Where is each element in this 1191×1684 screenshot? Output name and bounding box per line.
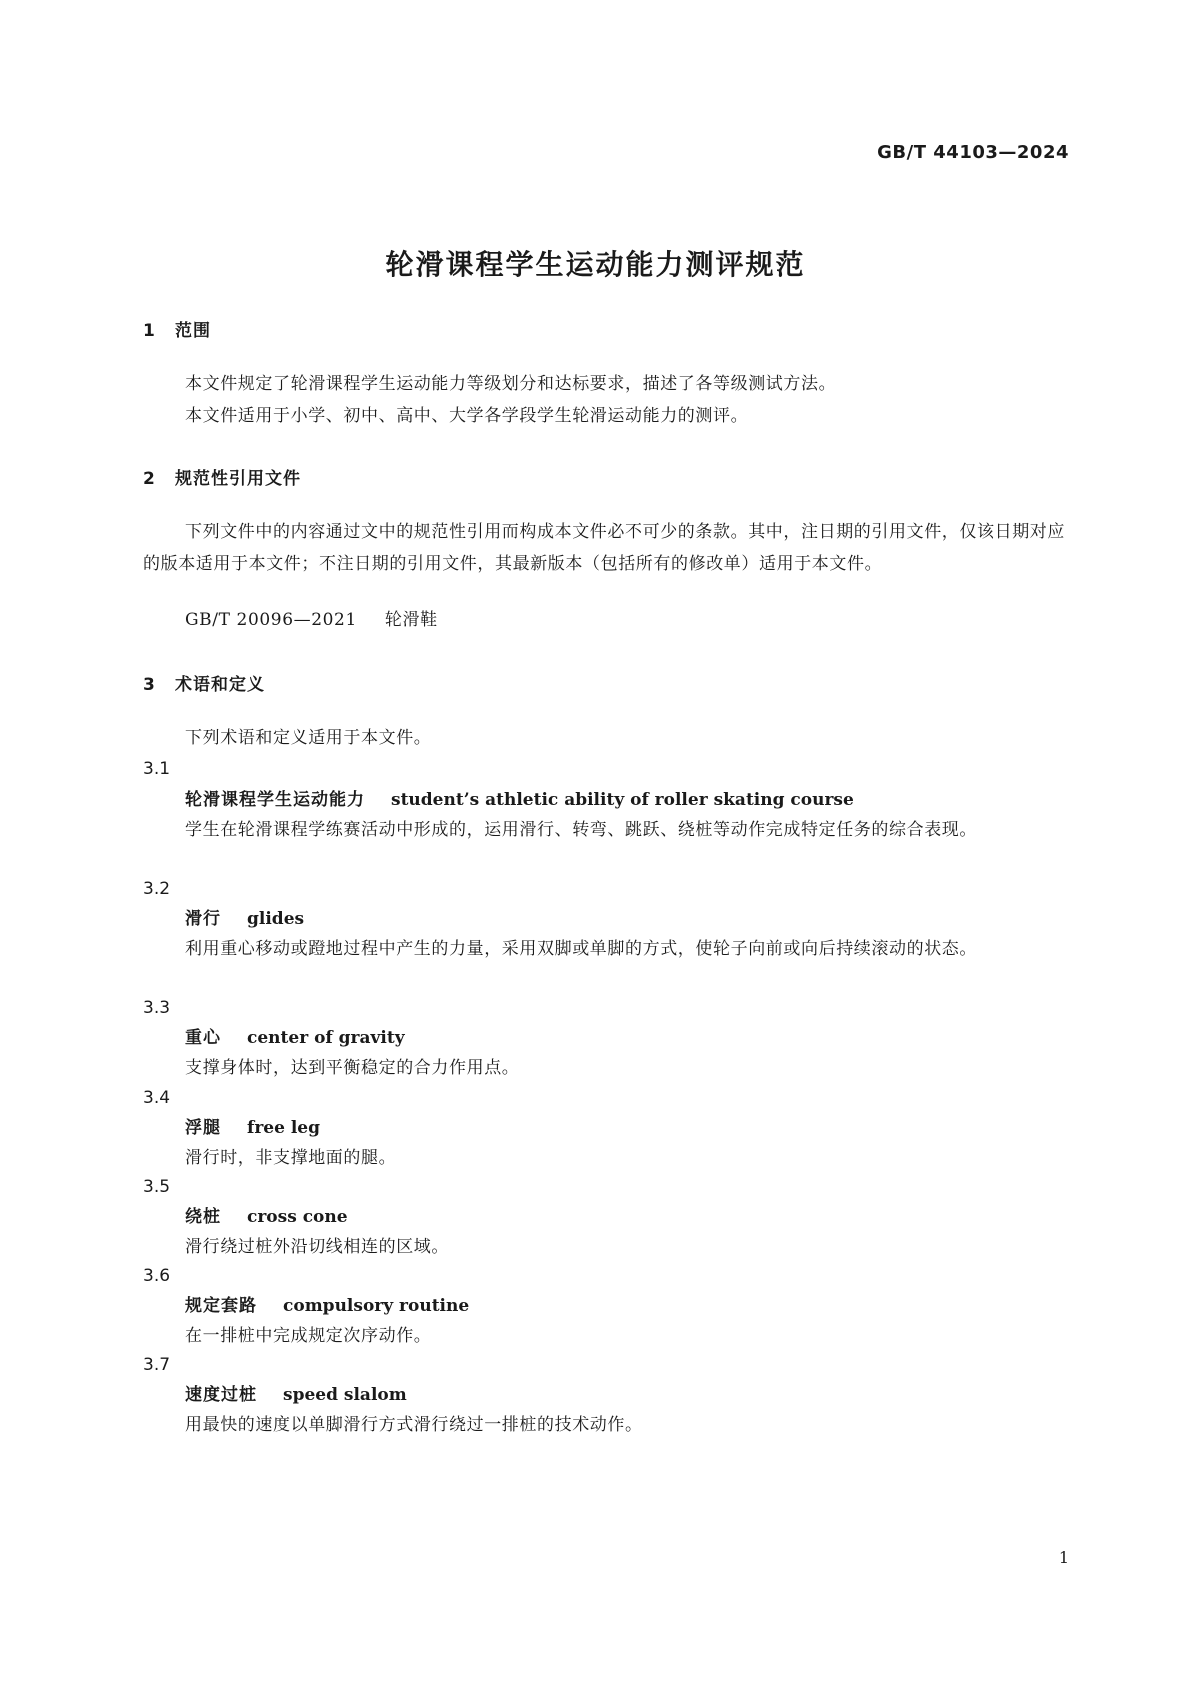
section-3-intro: 下列术语和定义适用于本文件。: [185, 728, 432, 748]
section-3-heading: [143, 670, 265, 695]
section-1-paragraph-2: 本文件适用于小学、初中、高中、大学各学段学生轮滑运动能力的测评。: [185, 406, 749, 426]
term-english: speed slalom: [283, 1385, 407, 1405]
reference-title: 轮滑鞋: [384, 610, 438, 630]
term-definition: 用最快的速度以单脚滑行方式滑行绕过一排桩的技术动作。: [185, 1415, 643, 1435]
section-title: 术语和定义: [175, 675, 265, 695]
term-number: 3.5: [143, 1177, 171, 1197]
section-title: 规范性引用文件: [175, 469, 301, 489]
term-heading: [185, 784, 854, 816]
term-heading: [185, 1379, 407, 1411]
term-chinese: 绕桩: [185, 1207, 221, 1227]
term-heading: [185, 903, 304, 935]
section-1-paragraph-1: 本文件规定了轮滑课程学生运动能力等级划分和达标要求，描述了各等级测试方法。: [185, 374, 837, 394]
term-chinese: 规定套路: [185, 1296, 257, 1316]
section-2-paragraph: 下列文件中的内容通过文中的规范性引用而构成本文件必不可少的条款。其中，注日期的引用文件，仅该日期对应的版本适用于本文件；不注日期的引用文件，其最新版本（包括所有的修改单）适用于本文件。: [143, 522, 1065, 574]
normative-reference: [185, 604, 438, 636]
term-number: 3.3: [143, 998, 171, 1018]
term-chinese: 浮腿: [185, 1118, 221, 1138]
term-english: compulsory routine: [283, 1296, 470, 1316]
term-english: free leg: [247, 1118, 320, 1138]
term-english: glides: [247, 909, 305, 929]
section-number: 2: [143, 469, 156, 489]
section-number: 3: [143, 675, 156, 695]
term-definition: 滑行时，非支撑地面的腿。: [185, 1148, 397, 1168]
reference-code: GB/T 20096—2021: [185, 610, 357, 630]
term-definition: 学生在轮滑课程学练赛活动中形成的，运用滑行、转弯、跳跃、绕桩等动作完成特定任务的综合表现。: [185, 820, 977, 840]
term-heading: [185, 1290, 469, 1322]
term-heading: [185, 1201, 348, 1233]
term-english: cross cone: [247, 1207, 348, 1227]
term-definition: 利用重心移动或蹬地过程中产生的力量，采用双脚或单脚的方式，使轮子向前或向后持续滚动的状态。: [185, 939, 977, 959]
term-number: 3.6: [143, 1266, 171, 1286]
term-definition: 滑行绕过桩外沿切线相连的区域。: [185, 1237, 449, 1257]
section-2-heading: [143, 464, 301, 489]
term-chinese: 滑行: [185, 909, 221, 929]
term-chinese: 重心: [185, 1028, 221, 1048]
term-chinese: 轮滑课程学生运动能力: [185, 790, 365, 810]
page-number: 1: [1058, 1548, 1069, 1567]
section-number: 1: [143, 321, 156, 341]
term-chinese: 速度过桩: [185, 1385, 257, 1405]
term-heading: [185, 1022, 405, 1054]
term-english: student’s athletic ability of roller skating course: [391, 790, 854, 810]
term-number: 3.1: [143, 759, 171, 779]
term-number: 3.4: [143, 1088, 171, 1108]
term-definition: 支撑身体时，达到平衡稳定的合力作用点。: [185, 1058, 520, 1078]
standard-code: GB/T 44103—2024: [877, 142, 1069, 163]
term-definition: 在一排桩中完成规定次序动作。: [185, 1326, 432, 1346]
term-number: 3.2: [143, 879, 171, 899]
document-title: 轮滑课程学生运动能力测评规范: [385, 248, 806, 281]
section-title: 范围: [175, 321, 211, 341]
term-number: 3.7: [143, 1355, 171, 1375]
term-english: center of gravity: [247, 1028, 405, 1048]
section-1-heading: [143, 316, 211, 341]
term-heading: [185, 1112, 320, 1144]
